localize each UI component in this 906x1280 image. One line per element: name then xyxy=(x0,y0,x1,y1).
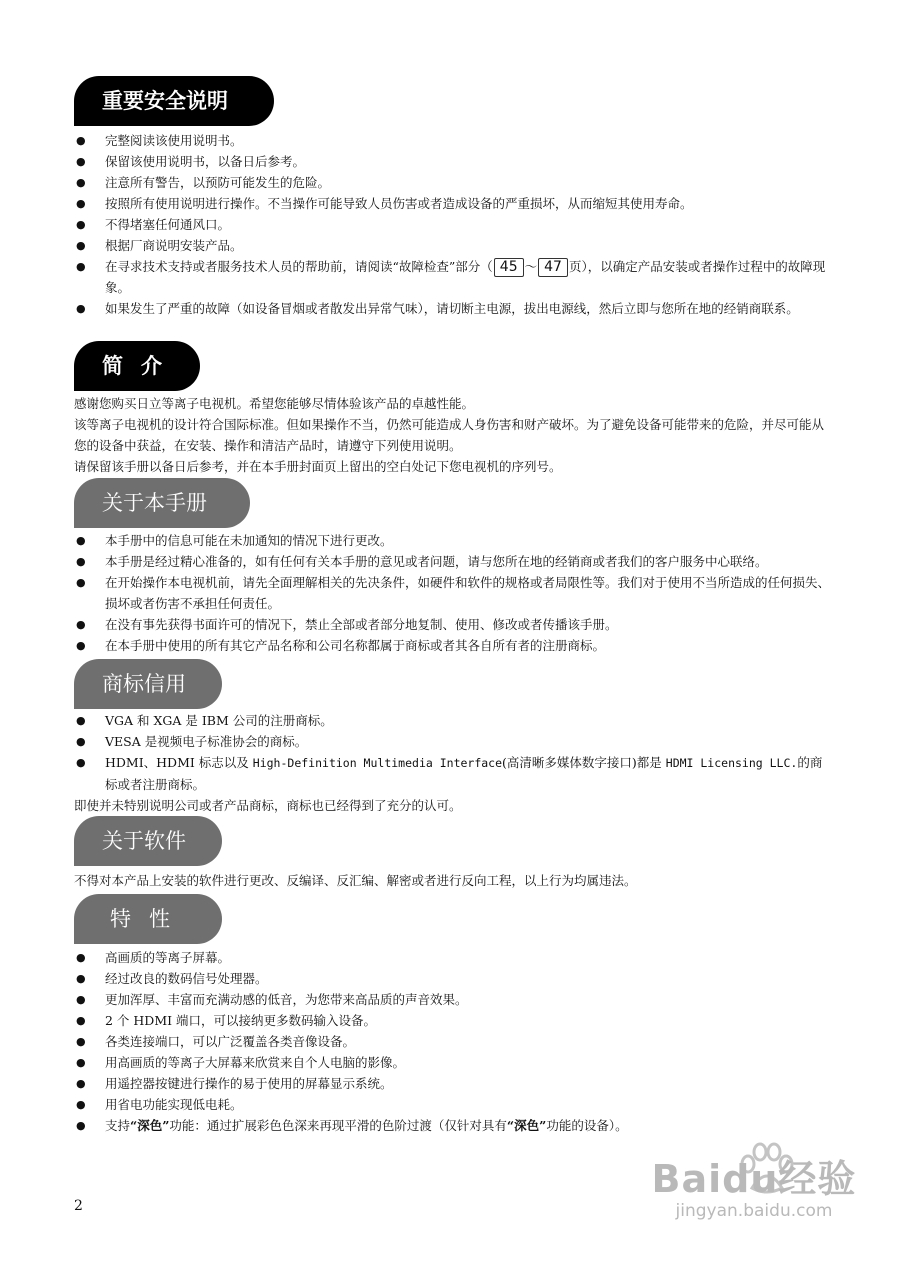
software-paragraph: 不得对本产品上安装的软件进行更改、反编译、反汇编、解密或者进行反向工程，以上行为均属违法。 xyxy=(74,873,637,888)
deep-color-term: “深色” xyxy=(130,1118,170,1133)
software-text xyxy=(74,870,830,891)
intro-text xyxy=(74,393,830,477)
list-item: ● 按照所有使用说明进行操作。不当操作可能导致人员伤害或者造成设备的严重损坏，从而缩短其使用寿命。 xyxy=(74,193,830,214)
intro-paragraph: 该等离子电视机的设计符合国际标准。但如果操作不当，仍然可能造成人身伤害和财产破坏。为了避免设备可能带来的危险，并尽可能从您的设备中获益，在安装、操作和清洁产品时，请遵守下列使用说明。 xyxy=(74,417,825,453)
list-item: ● 高画质的等离子屏幕。 xyxy=(74,947,830,968)
list-item: ● 保留该使用说明书，以备日后参考。 xyxy=(74,151,830,172)
list-item: ● 在开始操作本电视机前，请先全面理解相关的先决条件，如硬件和软件的规格或者局限性等。我们对于使用不当所造成的任何损失、损坏或者伤害不承担任何责任。 xyxy=(74,572,830,614)
watermark-url: jingyan.baidu.com xyxy=(675,1201,833,1221)
list-item: ● 完整阅读该使用说明书。 xyxy=(74,130,830,151)
list-item: ● 本手册中的信息可能在未加通知的情况下进行更改。 xyxy=(74,530,830,551)
list-item-hdmi xyxy=(74,752,830,795)
intro-paragraph: 感谢您购买日立等离子电视机。希望您能够尽情体验该产品的卓越性能。 xyxy=(74,396,475,411)
list-item: ● VESA 是视频电子标准协会的商标。 xyxy=(74,731,830,752)
section-heading-manual: 关于本手册 xyxy=(74,478,250,528)
list-item: ● 如果发生了严重的故障（如设备冒烟或者散发出异常气味），请切断主电源，拔出电源线，然后立即与您所在地的经销商联系。 xyxy=(74,298,830,319)
list-item: ● 注意所有警告，以预防可能发生的危险。 xyxy=(74,172,830,193)
deep-color-term: “深色” xyxy=(506,1118,547,1133)
trademark-list xyxy=(74,710,830,816)
section-heading-safety: 重要安全说明 xyxy=(74,76,274,126)
page-number: 2 xyxy=(74,1198,83,1214)
list-item: ● 用高画质的等离子大屏幕来欣赏来自个人电脑的影像。 xyxy=(74,1052,830,1073)
list-item: ● 不得堵塞任何通风口。 xyxy=(74,214,830,235)
list-item: ● 用遥控器按键进行操作的易于使用的屏幕显示系统。 xyxy=(74,1073,830,1094)
safety-list xyxy=(74,130,830,319)
list-item: ● 经过改良的数码信号处理器。 xyxy=(74,968,830,989)
ref-tilde: ～ xyxy=(524,259,538,274)
list-item-troubleshooting-ref xyxy=(74,256,830,298)
list-item: ● 在本手册中使用的所有其它产品名称和公司名称都属于商标或者其各自所有者的注册商标。 xyxy=(74,635,830,656)
page-ref-end: 47 xyxy=(538,258,568,277)
hdmi-text-mid: (高清晰多媒体数字接口)都是 xyxy=(502,755,666,770)
watermark-logo-text: Baidu经验 xyxy=(651,1157,857,1201)
hdmi-text-prefix: HDMI、HDMI 标志以及 xyxy=(105,755,253,770)
list-item: ● 更加浑厚、丰富而充满动感的低音，为您带来高品质的声音效果。 xyxy=(74,989,830,1010)
section-heading-trademark: 商标信用 xyxy=(74,659,222,709)
section-heading-features: 特性 xyxy=(74,894,222,944)
ref-text-after: 页），以确定产品安装或者操作过程中的故障现象。 xyxy=(105,259,826,295)
deep-color-post: 功能的设备）。 xyxy=(546,1118,628,1133)
features-list xyxy=(74,947,830,1136)
trademark-note: 即使并未特别说明公司或者产品商标，商标也已经得到了充分的认可。 xyxy=(74,798,462,813)
section-heading-software: 关于软件 xyxy=(74,816,222,866)
intro-paragraph: 请保留该手册以备日后参考，并在本手册封面页上留出的空白处记下您电视机的序列号。 xyxy=(74,459,562,474)
list-item: ● 2 个 HDMI 端口，可以接纳更多数码输入设备。 xyxy=(74,1010,830,1031)
list-item: ● 用省电功能实现低电耗。 xyxy=(74,1094,830,1115)
list-item-deep-color xyxy=(74,1115,830,1136)
deep-color-mid: 功能：通过扩展彩色色深来再现平滑的色阶过渡（仅针对具有 xyxy=(169,1118,507,1133)
section-heading-intro: 简介 xyxy=(74,341,200,391)
hdmi-full-name: High-Definition Multimedia Interface xyxy=(252,756,503,770)
deep-color-pre: 支持 xyxy=(105,1118,131,1133)
list-item: ● 本手册是经过精心准备的，如有任何有关本手册的意见或者问题，请与您所在地的经销商或者我们的客户服务中心联络。 xyxy=(74,551,830,572)
manual-list xyxy=(74,530,830,656)
ref-text-before: 在寻求技术支持或者服务技术人员的帮助前，请阅读“故障检查”部分（ xyxy=(105,259,493,274)
watermark xyxy=(644,1148,864,1221)
hdmi-licensing: HDMI Licensing LLC. xyxy=(665,756,798,770)
hdmi-text-suffix: 的商标或者注册商标。 xyxy=(105,755,823,792)
list-item: ● 根据厂商说明安装产品。 xyxy=(74,235,830,256)
list-item: ● 各类连接端口，可以广泛覆盖各类音像设备。 xyxy=(74,1031,830,1052)
list-item: ● VGA 和 XGA 是 IBM 公司的注册商标。 xyxy=(74,710,830,731)
page-ref-start: 45 xyxy=(494,258,524,277)
list-item: ● 在没有事先获得书面许可的情况下，禁止全部或者部分地复制、使用、修改或者传播该手册。 xyxy=(74,614,830,635)
